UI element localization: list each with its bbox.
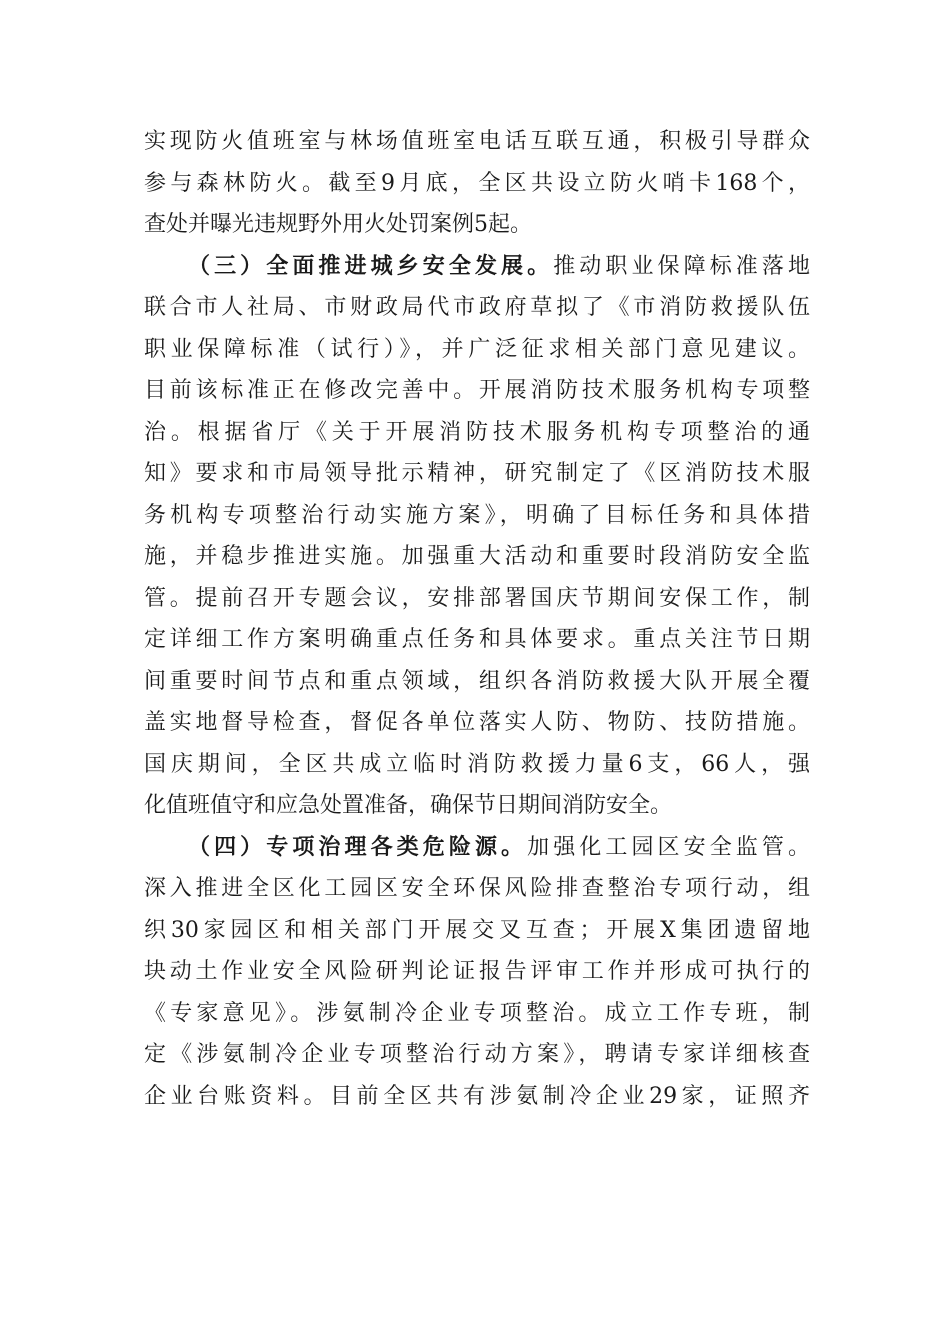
body-text: 知》要求和市局领导批示精神，研究制定了《区消防技术服 <box>144 461 810 486</box>
body-text: 职业保障标准（试行）》，并广泛征求相关部门意见建议。 <box>144 336 810 362</box>
body-text: 联合市人社局、市财政局代市政府草拟了《市消防救援队伍 <box>144 295 810 320</box>
text-line <box>144 246 810 288</box>
text-line <box>144 868 810 910</box>
text-line <box>144 370 810 412</box>
body-text: 推动职业保障标准落地 <box>553 253 810 279</box>
text-line <box>144 121 810 163</box>
body-text: 参与森林防火。截至9月底，全区共设立防火哨卡168个， <box>144 170 810 196</box>
body-text: 治。根据省厅《关于开展消防技术服务机构专项整治的通 <box>144 419 810 445</box>
text-line <box>144 785 810 827</box>
document-body <box>144 121 810 1117</box>
text-line <box>144 329 810 371</box>
text-line <box>144 453 810 495</box>
text-line <box>144 204 810 246</box>
text-line <box>144 578 810 620</box>
body-text: 定详细工作方案明确重点任务和具体要求。重点关注节日期 <box>144 627 810 652</box>
body-text: 国庆期间，全区共成立临时消防救援力量6支，66人，强 <box>144 751 810 777</box>
text-line <box>144 827 810 869</box>
text-line <box>144 702 810 744</box>
body-text: 查处并曝光违规野外用火处罚案例5起。 <box>144 212 532 237</box>
body-text: 目前该标准正在修改完善中。开展消防技术服务机构专项整 <box>144 378 810 403</box>
body-text: 《专家意见》。涉氨制冷企业专项整治。成立工作专班，制 <box>144 1000 810 1026</box>
section-heading: （三）全面推进城乡安全发展。 <box>188 252 554 279</box>
body-text: 实现防火值班室与林场值班室电话互联互通，积极引导群众 <box>144 129 810 154</box>
text-line <box>144 536 810 578</box>
text-line <box>144 287 810 329</box>
body-text: 管。提前召开专题会议，安排部署国庆节期间安保工作，制 <box>144 585 810 611</box>
body-text: 间重要时间节点和重点领域，组织各消防救援大队开展全覆 <box>144 668 810 694</box>
body-text: 定《涉氨制冷企业专项整治行动方案》，聘请专家详细核查 <box>144 1042 810 1067</box>
text-line <box>144 744 810 786</box>
body-text: 块动土作业安全风险研判论证报告评审工作并形成可执行的 <box>144 959 810 984</box>
body-text: 加强化工园区安全监管。 <box>527 834 810 860</box>
text-line <box>144 910 810 952</box>
text-line <box>144 661 810 703</box>
body-text: 施，并稳步推进实施。加强重大活动和重要时段消防安全监 <box>144 544 810 569</box>
text-line <box>144 1034 810 1076</box>
text-line <box>144 163 810 205</box>
text-line <box>144 951 810 993</box>
text-line <box>144 412 810 454</box>
body-text: 深入推进全区化工园区安全环保风险排查整治专项行动，组 <box>144 876 810 901</box>
body-text: 织30家园区和相关部门开展交叉互查；开展X集团遗留地 <box>144 917 810 943</box>
body-text: 盖实地督导检查，督促各单位落实人防、物防、技防措施。 <box>144 710 810 735</box>
section-heading: （四）专项治理各类危险源。 <box>188 833 528 860</box>
body-text: 化值班值守和应急处置准备，确保节日期间消防安全。 <box>144 793 673 818</box>
body-text: 企业台账资料。目前全区共有涉氨制冷企业29家，证照齐 <box>144 1083 810 1109</box>
text-line <box>144 993 810 1035</box>
text-line <box>144 619 810 661</box>
text-line <box>144 1076 810 1118</box>
body-text: 务机构专项整治行动实施方案》，明确了目标任务和具体措 <box>144 502 810 528</box>
text-line <box>144 495 810 537</box>
